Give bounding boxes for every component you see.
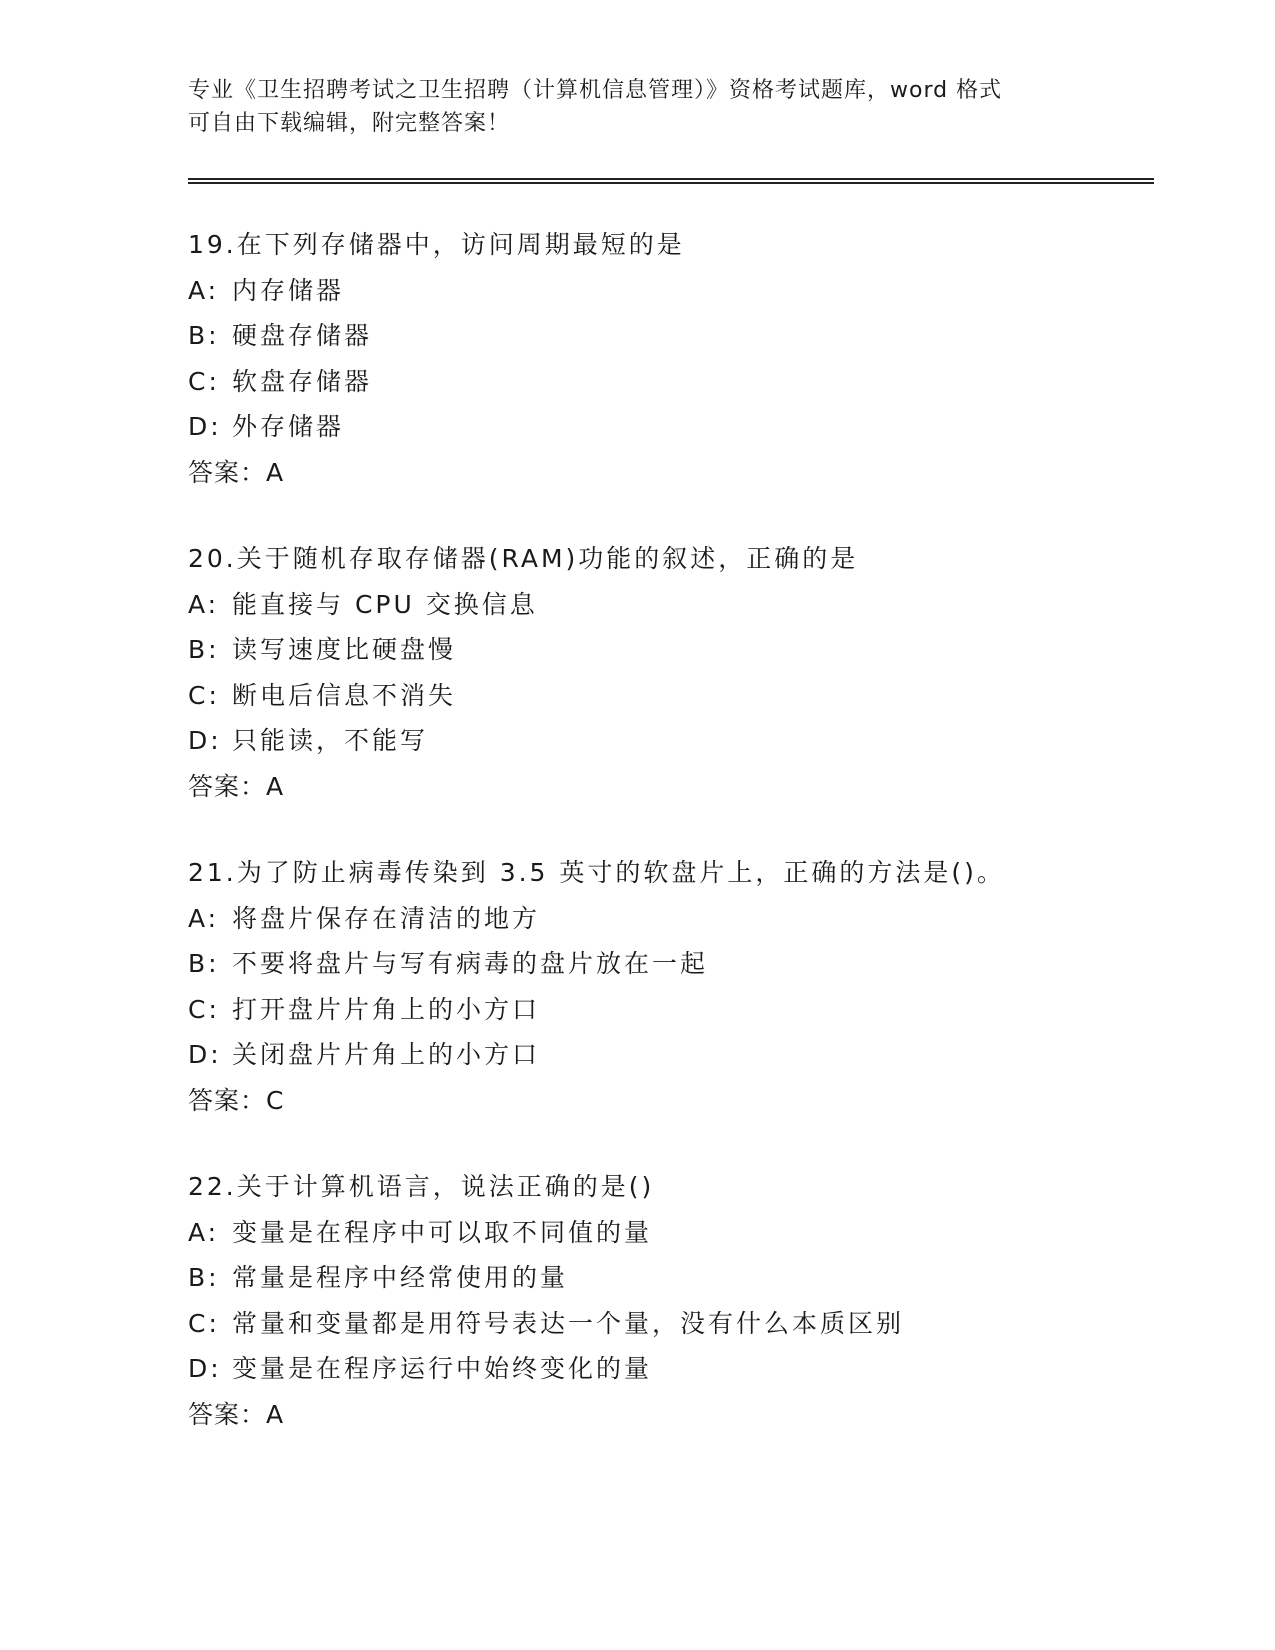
option-letter: D: — [188, 412, 222, 441]
option-letter: B: — [188, 635, 220, 664]
question-21 — [188, 850, 1168, 1123]
option-letter: C: — [188, 994, 220, 1024]
option-b — [188, 941, 1168, 987]
option-a — [188, 896, 1168, 942]
option-text: 关闭盘片片角上的小方口 — [232, 1040, 541, 1069]
option-text: 软盘存储器 — [232, 366, 373, 396]
option-letter: C: — [188, 366, 220, 396]
option-d — [188, 1032, 1168, 1078]
option-text: 外存储器 — [232, 412, 345, 441]
option-letter: D: — [188, 1354, 222, 1383]
option-text: 硬盘存储器 — [232, 321, 373, 350]
header-divider-bottom — [188, 182, 1154, 184]
question-stem: 21.为了防止病毒传染到 3.5 英寸的软盘片上，正确的方法是()。 — [188, 858, 1005, 887]
option-text: 只能读，不能写 — [232, 726, 429, 755]
header-line-2: 可自由下载编辑，附完整答案！ — [188, 111, 511, 136]
question-stem: 20.关于随机存取存储器(RAM)功能的叙述，正确的是 — [188, 544, 859, 573]
option-letter: A: — [188, 589, 220, 619]
option-c — [188, 1301, 1168, 1347]
option-letter: B: — [188, 1263, 220, 1292]
answer-line: 答案：A — [188, 1399, 285, 1429]
option-letter: D: — [188, 1040, 222, 1069]
answer-line: 答案：C — [188, 1085, 285, 1115]
option-text: 将盘片保存在清洁的地方 — [232, 903, 541, 933]
option-d — [188, 718, 1168, 764]
option-text: 变量是在程序中可以取不同值的量 — [232, 1217, 653, 1247]
option-letter: B: — [188, 321, 220, 350]
option-a — [188, 268, 1168, 314]
question-stem: 22.关于计算机语言，说法正确的是() — [188, 1172, 655, 1201]
question-stem: 19.在下列存储器中，访问周期最短的是 — [188, 230, 685, 259]
option-text: 读写速度比硬盘慢 — [232, 635, 457, 664]
option-letter: A: — [188, 903, 220, 933]
option-text: 断电后信息不消失 — [232, 680, 457, 710]
option-d — [188, 404, 1168, 450]
option-c — [188, 673, 1168, 719]
option-c — [188, 359, 1168, 405]
question-19 — [188, 222, 1168, 495]
option-b — [188, 627, 1168, 673]
option-b — [188, 1255, 1168, 1301]
question-22 — [188, 1164, 1168, 1437]
option-letter: D: — [188, 726, 222, 755]
header-divider-top — [188, 178, 1154, 180]
option-letter: A: — [188, 275, 220, 305]
answer-line: 答案：A — [188, 771, 285, 801]
document-header — [188, 74, 1088, 140]
option-b — [188, 313, 1168, 359]
option-text: 内存储器 — [232, 275, 345, 305]
option-text: 不要将盘片与写有病毒的盘片放在一起 — [232, 949, 709, 978]
option-text: 常量和变量都是用符号表达一个量，没有什么本质区别 — [232, 1308, 905, 1338]
option-letter: C: — [188, 1308, 220, 1338]
option-text: 变量是在程序运行中始终变化的量 — [232, 1354, 653, 1383]
header-line-1: 专业《卫生招聘考试之卫生招聘（计算机信息管理）》资格考试题库，word 格式 — [188, 78, 1003, 103]
option-letter: B: — [188, 949, 220, 978]
option-text: 能直接与 CPU 交换信息 — [232, 589, 538, 619]
option-text: 常量是程序中经常使用的量 — [232, 1263, 569, 1292]
option-a — [188, 1210, 1168, 1256]
option-text: 打开盘片片角上的小方口 — [232, 994, 541, 1024]
option-letter: C: — [188, 680, 220, 710]
answer-line: 答案：A — [188, 457, 285, 487]
option-d — [188, 1346, 1168, 1392]
option-c — [188, 987, 1168, 1033]
option-a — [188, 582, 1168, 628]
question-20 — [188, 536, 1168, 809]
option-letter: A: — [188, 1217, 220, 1247]
